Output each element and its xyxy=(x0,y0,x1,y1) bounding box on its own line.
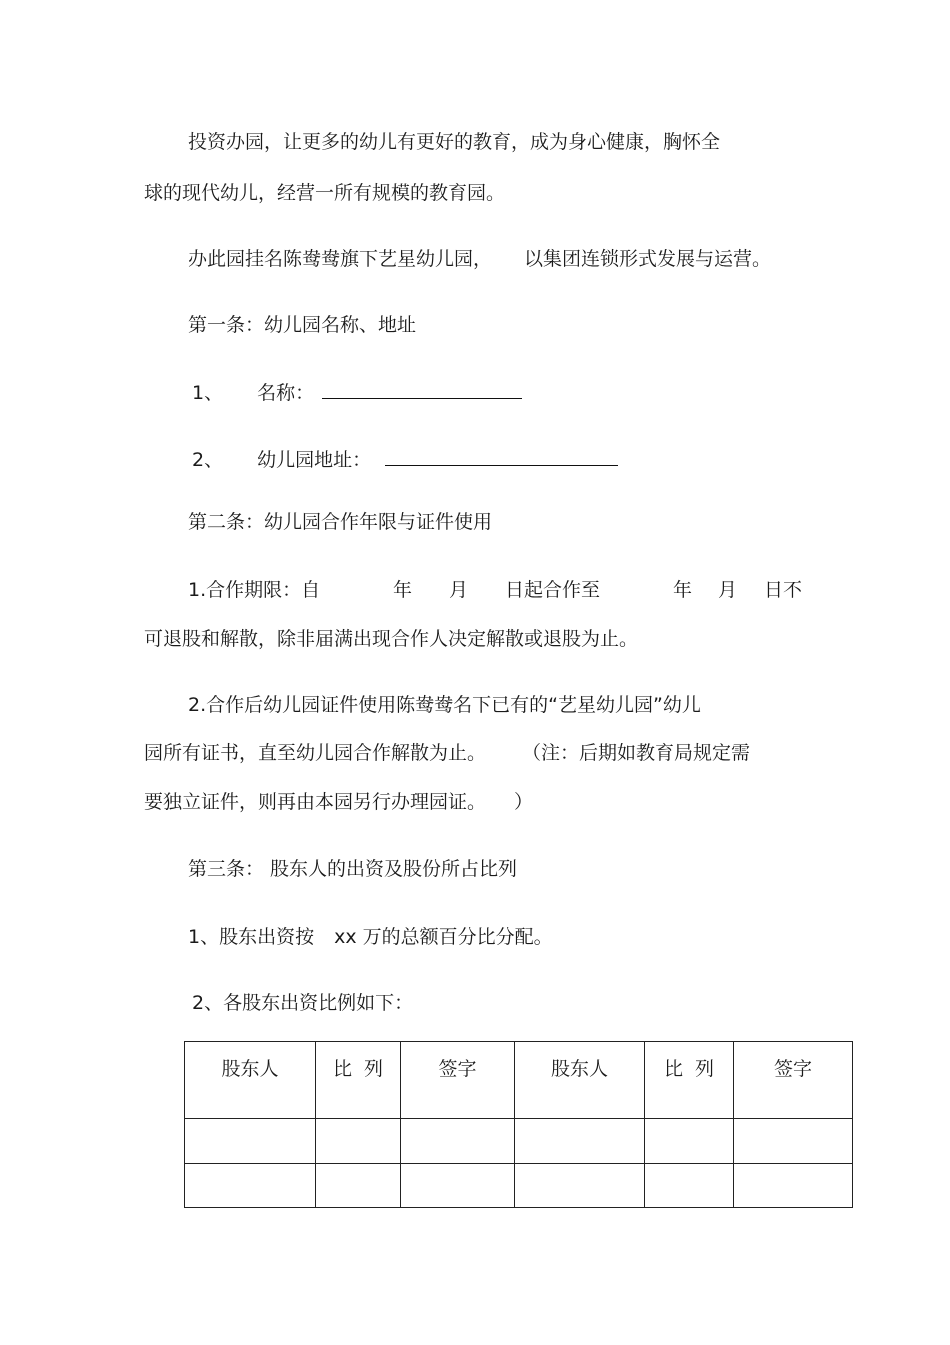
term-year-2: 年 xyxy=(673,579,693,601)
cert-line-3 xyxy=(144,790,533,814)
name-blank-field[interactable] xyxy=(322,384,522,399)
article-1-heading: 第一条：幼儿园名称、地址 xyxy=(188,314,417,336)
shareholder-table xyxy=(184,1041,853,1208)
cert-note: （注：后期如教育局规定需 xyxy=(522,742,751,764)
header-ratio: 比 列 xyxy=(645,1042,734,1119)
table-cell[interactable] xyxy=(401,1164,515,1208)
table-cell[interactable] xyxy=(734,1119,853,1164)
address-label: 幼儿园地址： xyxy=(257,449,372,471)
cert-line-2-text: 园所有证书，直至幼儿园合作解散为止。 xyxy=(144,742,487,764)
term-month-1: 月 xyxy=(449,579,469,601)
table-cell[interactable] xyxy=(401,1119,515,1164)
table-cell[interactable] xyxy=(645,1119,734,1164)
term-day-1: 日起合作至 xyxy=(505,579,601,601)
cert-line-2 xyxy=(144,741,750,765)
term-line-2: 可退股和解散，除非届满出现合作人决定解散或退股为止。 xyxy=(144,628,639,650)
article-1-item-1 xyxy=(192,381,522,405)
table-cell[interactable] xyxy=(316,1119,401,1164)
name-label: 名称： xyxy=(257,382,315,404)
address-blank-field[interactable] xyxy=(385,451,618,466)
table-row xyxy=(185,1119,853,1164)
brand-text-part-1: 办此园挂名陈鸯鸯旗下艺星幼儿园， xyxy=(188,248,493,270)
intro-paragraph-line-1: 投资办园，让更多的幼儿有更好的教育，成为身心健康，胸怀全 xyxy=(188,131,721,153)
term-day-2: 日不 xyxy=(764,579,803,601)
cert-line-3-text: 要独立证件，则再由本园另行办理园证。 xyxy=(144,791,487,813)
table-cell[interactable] xyxy=(316,1164,401,1208)
item-number: 1、 xyxy=(192,382,224,404)
term-prefix: 1.合作期限：自 xyxy=(188,579,321,601)
cert-note-close: ） xyxy=(514,791,534,813)
table-row xyxy=(185,1164,853,1208)
term-line-1 xyxy=(188,578,818,602)
table-cell[interactable] xyxy=(734,1164,853,1208)
brand-paragraph xyxy=(188,247,771,271)
article-3-heading: 第三条： 股东人的出资及股份所占比列 xyxy=(188,858,518,880)
brand-text-part-2: 以集团连锁形式发展与运营。 xyxy=(524,248,772,270)
header-shareholder: 股东人 xyxy=(515,1042,645,1119)
article-3-item-1 xyxy=(188,925,553,949)
header-signature: 签字 xyxy=(734,1042,853,1119)
term-year-1: 年 xyxy=(393,579,413,601)
table-cell[interactable] xyxy=(185,1119,316,1164)
item-1-amount: xx 万的总额百分比分配。 xyxy=(334,926,553,948)
table-cell[interactable] xyxy=(515,1119,645,1164)
table-header-row xyxy=(185,1042,853,1119)
intro-paragraph-line-2: 球的现代幼儿，经营一所有规模的教育园。 xyxy=(144,182,506,204)
item-number: 2、 xyxy=(192,449,224,471)
table-cell[interactable] xyxy=(515,1164,645,1208)
cert-line-1: 2.合作后幼儿园证件使用陈鸯鸯名下已有的“艺星幼儿园”幼儿 xyxy=(188,694,701,716)
article-1-item-2 xyxy=(192,448,618,472)
header-shareholder: 股东人 xyxy=(185,1042,316,1119)
table-cell[interactable] xyxy=(645,1164,734,1208)
item-1-text: 1、股东出资按 xyxy=(188,926,315,948)
article-2-heading: 第二条：幼儿园合作年限与证件使用 xyxy=(188,511,493,533)
header-ratio: 比 列 xyxy=(316,1042,401,1119)
table-cell[interactable] xyxy=(185,1164,316,1208)
article-3-item-2: 2、各股东出资比例如下： xyxy=(192,992,414,1014)
term-month-2: 月 xyxy=(718,579,738,601)
header-signature: 签字 xyxy=(401,1042,515,1119)
